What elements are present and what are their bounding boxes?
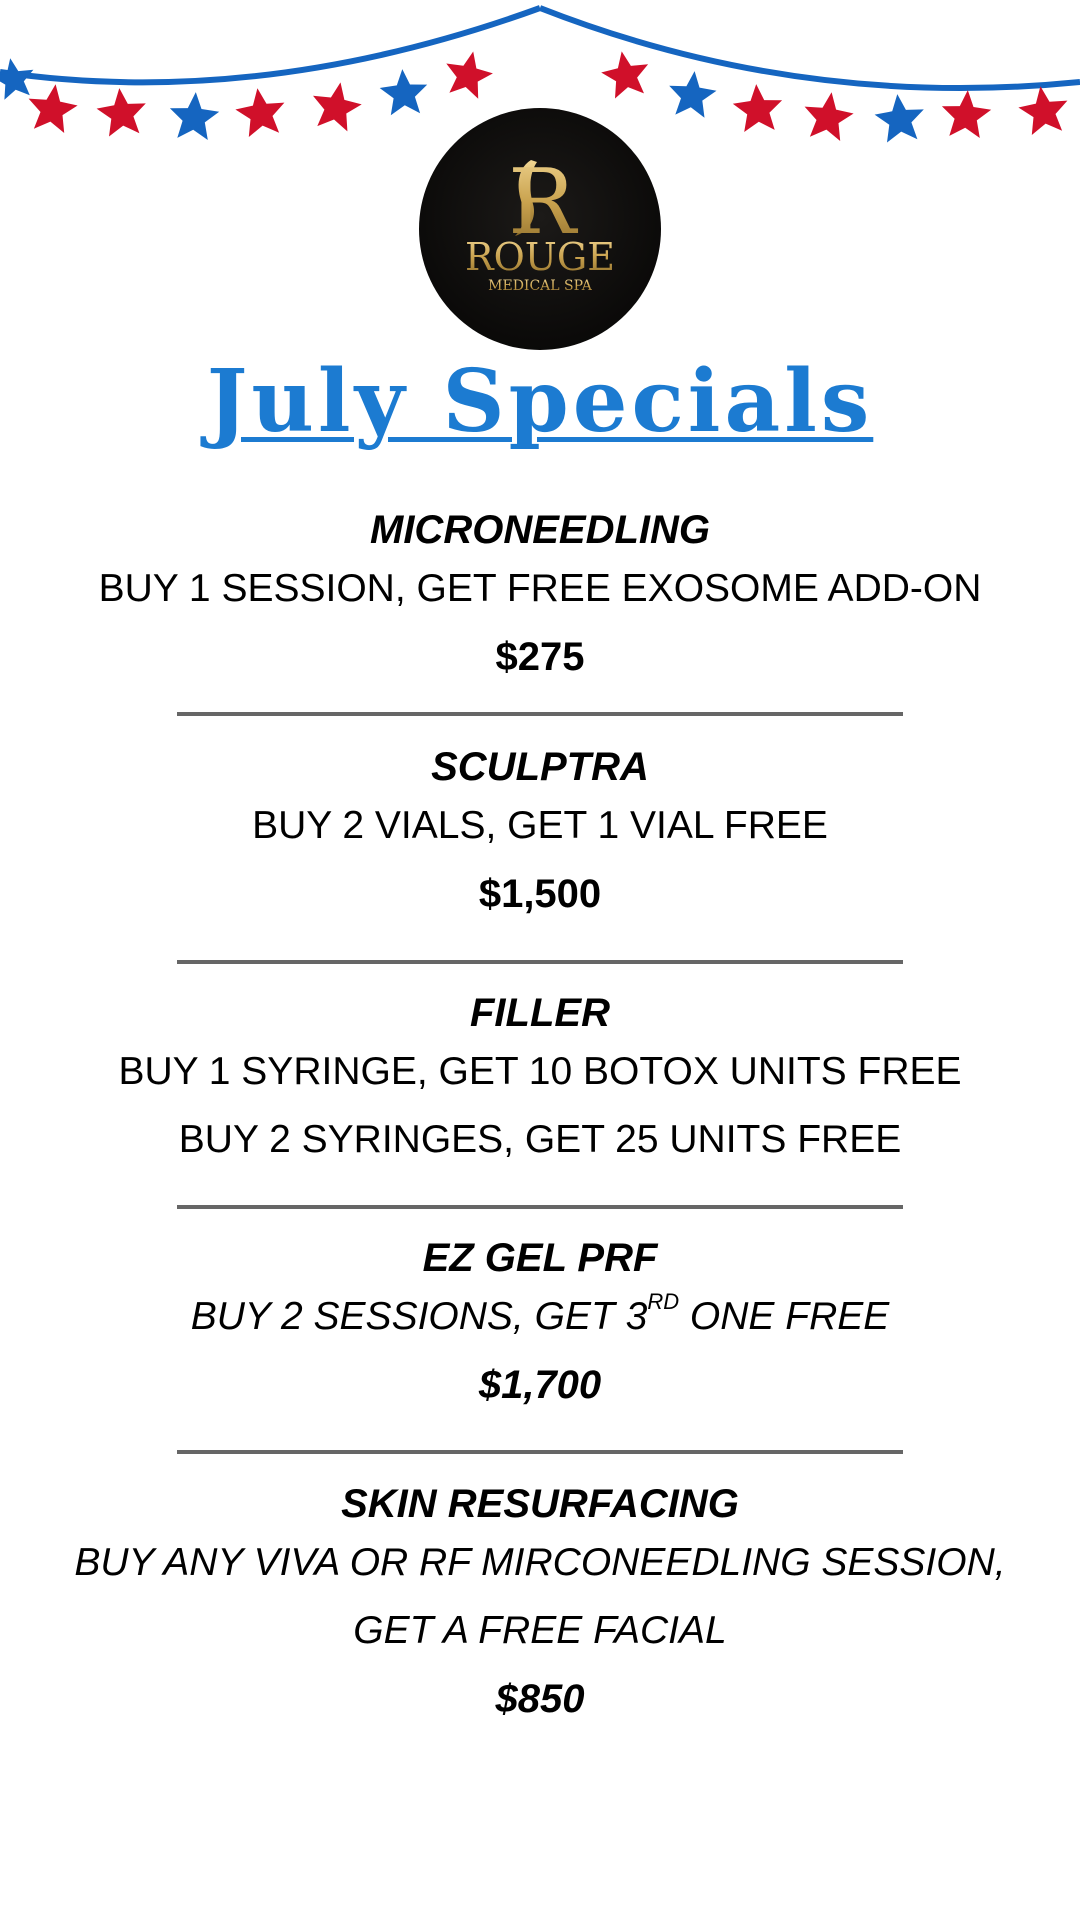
special-sculptra <box>0 742 1080 928</box>
red-star-icon <box>235 88 284 137</box>
special-price: $850 <box>495 1677 585 1721</box>
special-name: SCULPTRA <box>431 745 649 789</box>
red-star-icon <box>97 88 146 136</box>
special-offer-line: BUY 2 SYRINGES, GET 25 UNITS FREE <box>178 1118 902 1161</box>
red-star-icon <box>733 84 782 132</box>
special-price: $1,500 <box>478 872 602 916</box>
special-price: $1,700 <box>478 1363 602 1407</box>
blue-star-icon <box>170 92 219 140</box>
blue-star-icon <box>0 58 33 100</box>
blue-star-icon <box>669 71 716 118</box>
ordinal-suffix: RD <box>647 1289 680 1314</box>
section-divider <box>177 960 903 964</box>
page-title: July Specials <box>206 351 874 452</box>
special-name: EZ GEL PRF <box>422 1236 658 1280</box>
red-star-icon <box>29 84 78 133</box>
rouge-medical-spa-logo <box>419 108 661 350</box>
special-name: MICRONEEDLING <box>370 508 710 552</box>
special-offer: BUY 1 SESSION, GET FREE EXOSOME ADD-ON <box>98 567 982 610</box>
red-star-icon <box>1018 86 1067 135</box>
blue-star-icon <box>875 94 924 142</box>
red-star-icon <box>942 90 991 138</box>
special-offer-text-end: ONE FREE <box>679 1295 890 1338</box>
logo-monogram: R <box>508 150 576 255</box>
section-divider <box>177 1450 903 1454</box>
red-star-icon <box>805 92 854 141</box>
special-microneedling <box>0 505 1080 691</box>
special-name: FILLER <box>470 991 610 1035</box>
special-offer-text: BUY 2 SESSIONS, GET 3 <box>190 1295 648 1338</box>
red-star-icon <box>601 51 648 98</box>
special-offer-line: GET A FREE FACIAL <box>353 1609 727 1652</box>
red-star-icon <box>313 82 362 131</box>
special-price: $275 <box>495 635 585 679</box>
section-divider <box>177 712 903 716</box>
section-divider <box>177 1205 903 1209</box>
special-offer: BUY 2 VIALS, GET 1 VIAL FREE <box>252 804 828 847</box>
special-offer <box>0 1283 1080 1351</box>
special-offer-line: BUY 1 SYRINGE, GET 10 BOTOX UNITS FREE <box>118 1050 962 1093</box>
logo-tagline: MEDICAL SPA <box>488 278 592 294</box>
special-filler <box>0 988 1080 1174</box>
special-skin-resurfacing <box>0 1479 1080 1733</box>
special-offer-line: BUY ANY VIVA OR RF MIRCONEEDLING SESSION, <box>74 1541 1006 1584</box>
special-name: SKIN RESURFACING <box>341 1482 739 1526</box>
special-ez-gel-prf <box>0 1233 1080 1419</box>
red-star-icon <box>446 52 493 99</box>
logo-brand-name: ROUGE <box>465 235 615 279</box>
